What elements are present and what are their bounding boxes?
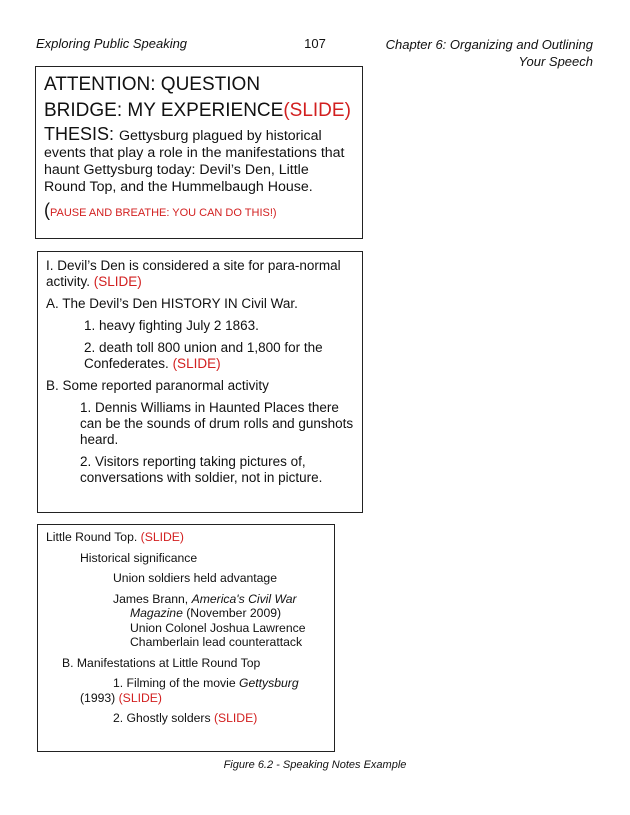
film-year-line bbox=[46, 691, 326, 706]
slide-cue: (SLIDE) bbox=[93, 274, 142, 289]
subpoint-b2: 2. Visitors reporting taking pictures of, conversations with soldier, not in picture. bbox=[80, 454, 323, 485]
slide-cue: (SLIDE) bbox=[172, 356, 221, 371]
brann-text: James Brann, bbox=[113, 591, 192, 606]
page-number: 107 bbox=[304, 36, 326, 51]
subpoint-a: A. The Devil’s Den HISTORY IN Civil War. bbox=[46, 296, 298, 311]
ghostly-line bbox=[46, 711, 326, 726]
thesis-line bbox=[44, 126, 354, 196]
slide-cue: (SLIDE) bbox=[140, 530, 184, 544]
bridge-text: BRIDGE: MY EXPERIENCE bbox=[44, 100, 284, 121]
thesis-text: Gettysburg plagued by historical events that play a role in the manifestations that haunt Gettysburg today: Devil’s Den, Little Round Top, and the Hummelbaugh House. bbox=[44, 128, 345, 195]
film-title: Gettysburg bbox=[239, 676, 299, 690]
magazine-title: America's Civil War Magazine bbox=[130, 591, 297, 620]
main-point-text: I. Devil’s Den is considered a site for para-normal activity. bbox=[46, 258, 341, 289]
pause-text: PAUSE AND BREATHE: YOU CAN DO THIS!) bbox=[50, 207, 277, 219]
header-book-title: Exploring Public Speaking bbox=[36, 36, 188, 51]
slide-cue: (SLIDE) bbox=[283, 100, 351, 121]
ghostly-text: 2. Ghostly solders bbox=[113, 711, 214, 725]
subpoint-a2 bbox=[46, 340, 354, 372]
bridge-line bbox=[44, 99, 354, 123]
film-year: (1993) bbox=[80, 690, 119, 705]
pause-open-paren: ( bbox=[44, 200, 50, 220]
card3-title-text: Little Round Top. bbox=[46, 530, 141, 544]
brann-citation bbox=[46, 592, 326, 621]
notecard-devils-den bbox=[37, 251, 363, 513]
header-chapter-title bbox=[386, 36, 593, 70]
figure-caption: Figure 6.2 - Speaking Notes Example bbox=[223, 759, 407, 771]
header-chapter-line1: Chapter 6: Organizing and Outlining bbox=[385, 37, 593, 52]
subpoint-b: B. Some reported paranormal activity bbox=[46, 378, 269, 393]
card3-title bbox=[46, 530, 326, 545]
pause-reminder bbox=[44, 200, 354, 221]
chamberlain-line: Union Colonel Joshua Lawrence Chamberlain lead counterattack bbox=[130, 620, 306, 649]
notecard-introduction bbox=[35, 66, 363, 239]
slide-cue: (SLIDE) bbox=[213, 711, 258, 725]
thesis-label: THESIS: bbox=[44, 124, 120, 144]
slide-cue: (SLIDE) bbox=[118, 690, 162, 705]
subpoint-b: B. Manifestations at Little Round Top bbox=[62, 655, 261, 670]
film-line bbox=[46, 676, 326, 691]
subpoint-a2-text: 2. death toll 800 union and 1,800 for the Confederates. bbox=[84, 340, 323, 371]
union-advantage: Union soldiers held advantage bbox=[113, 571, 277, 585]
notecard-little-round-top bbox=[37, 524, 335, 752]
brann-date: (November 2009) bbox=[182, 606, 282, 620]
subpoint-b1: 1. Dennis Williams in Haunted Places there can be the sounds of drum rolls and gunshots heard. bbox=[80, 400, 354, 447]
historical-significance: Historical significance bbox=[80, 550, 198, 565]
film-text: 1. Filming of the movie bbox=[113, 676, 239, 690]
attention-line: ATTENTION: QUESTION bbox=[44, 74, 261, 95]
main-point-1 bbox=[46, 258, 354, 290]
header-chapter-line2: Your Speech bbox=[518, 54, 593, 69]
subpoint-a1: 1. heavy fighting July 2 1863. bbox=[84, 318, 259, 333]
